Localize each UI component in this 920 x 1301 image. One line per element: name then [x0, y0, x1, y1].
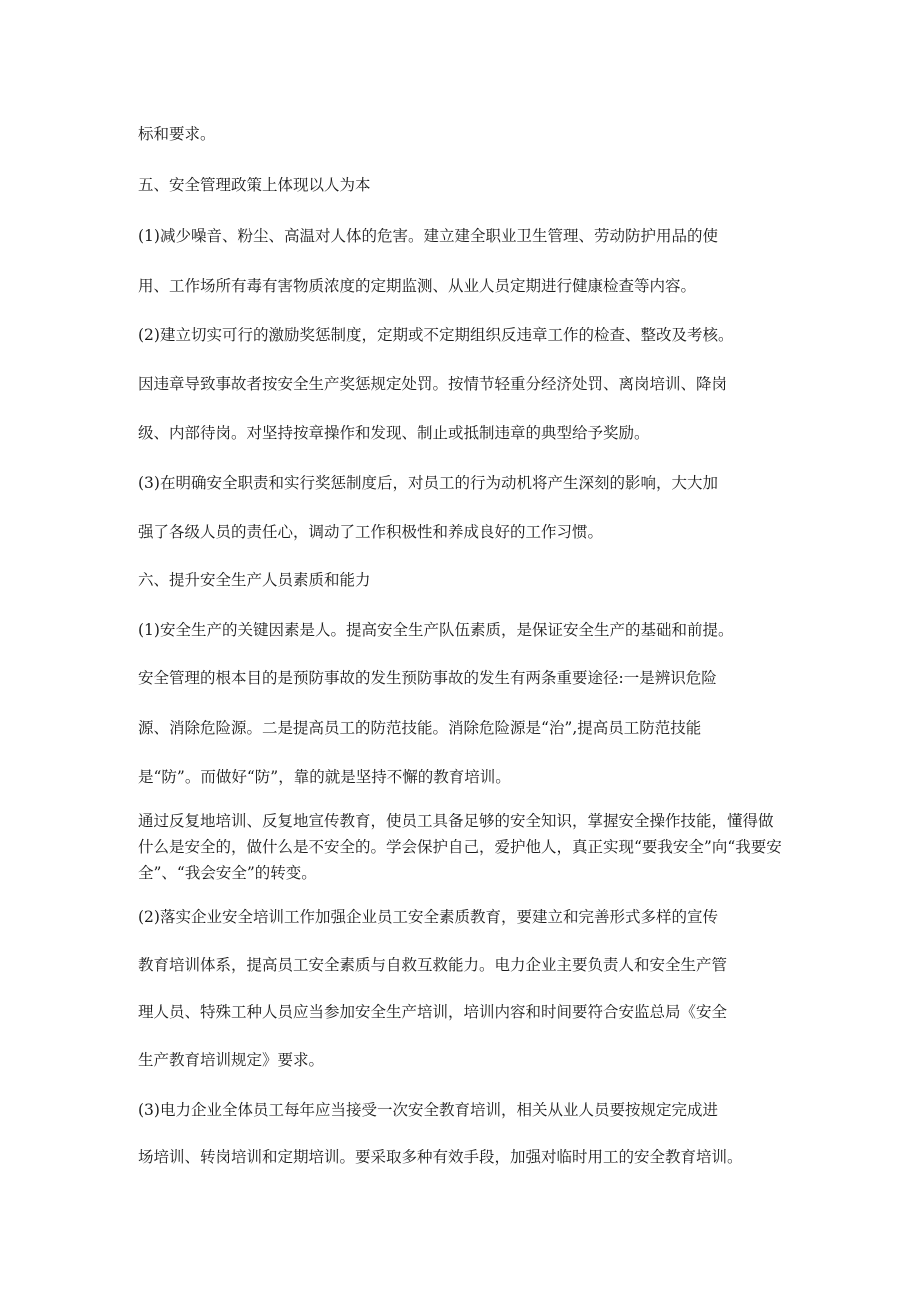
text-line: 安全管理的根本目的是预防事故的发生预防事故的发生有两条重要途径:一是辨识危险: [138, 669, 717, 687]
text-line: (2)建立切实可行的激励奖惩制度，定期或不定期组织反违章工作的检查、整改及考核。: [138, 326, 734, 344]
text-line: 强了各级人员的责任心，调动了工作积极性和养成良好的工作习惯。: [138, 523, 604, 541]
text-line: 标和要求。: [138, 125, 216, 143]
text-line: 生产教育培训规定》要求。: [138, 1051, 325, 1069]
text-line: (1)安全生产的关键因素是人。提高安全生产队伍素质，是保证安全生产的基础和前提。: [138, 621, 734, 639]
text-paragraph: 通过反复地培训、反复地宣传教育，使员工具备足够的安全知识，掌握安全操作技能，懂得做什么是安全的，做什么是不安全的。学会保护自己，爱护他人，真正实现“要我安全”向“我要安全”、“我会安全”的转变。: [138, 812, 782, 882]
section-heading-six: 六、提升安全生产人员素质和能力: [138, 571, 371, 589]
text-line: (3)电力企业全体员工每年应当接受一次安全教育培训，相关从业人员要按规定完成进: [138, 1101, 718, 1119]
text-line: 因违章导致事故者按安全生产奖惩规定处罚。按情节轻重分经济处罚、离岗培训、降岗: [138, 375, 728, 393]
text-line: 级、内部待岗。对坚持按章操作和发现、制止或抵制违章的典型给予奖励。: [138, 424, 650, 442]
section-heading-five: 五、安全管理政策上体现以人为本: [138, 176, 371, 194]
text-line: (2)落实企业安全培训工作加强企业员工安全素质教育，要建立和完善形式多样的宣传: [138, 908, 718, 926]
text-line: 源、消除危险源。二是提高员工的防范技能。消除危险源是“治”,提高员工防范技能: [138, 719, 702, 737]
text-line: (1)减少噪音、粉尘、高温对人体的危害。建立建全职业卫生管理、劳动防护用品的使: [138, 227, 718, 245]
text-line: 是“防”。而做好“防”，靠的就是坚持不懈的教育培训。: [138, 768, 511, 786]
text-line: 场培训、转岗培训和定期培训。要采取多种有效手段，加强对临时用工的安全教育培训。: [138, 1148, 743, 1166]
text-line: 用、工作场所有毒有害物质浓度的定期监测、从业人员定期进行健康检查等内容。: [138, 277, 697, 295]
text-line: (3)在明确安全职责和实行奖惩制度后，对员工的行为动机将产生深刻的影响，大大加: [138, 474, 718, 492]
text-line: 理人员、特殊工种人员应当参加安全生产培训，培训内容和时间要符合安监总局《安全: [138, 1003, 728, 1021]
text-line: 教育培训体系，提高员工安全素质与自救互救能力。电力企业主要负责人和安全生产管: [138, 956, 728, 974]
